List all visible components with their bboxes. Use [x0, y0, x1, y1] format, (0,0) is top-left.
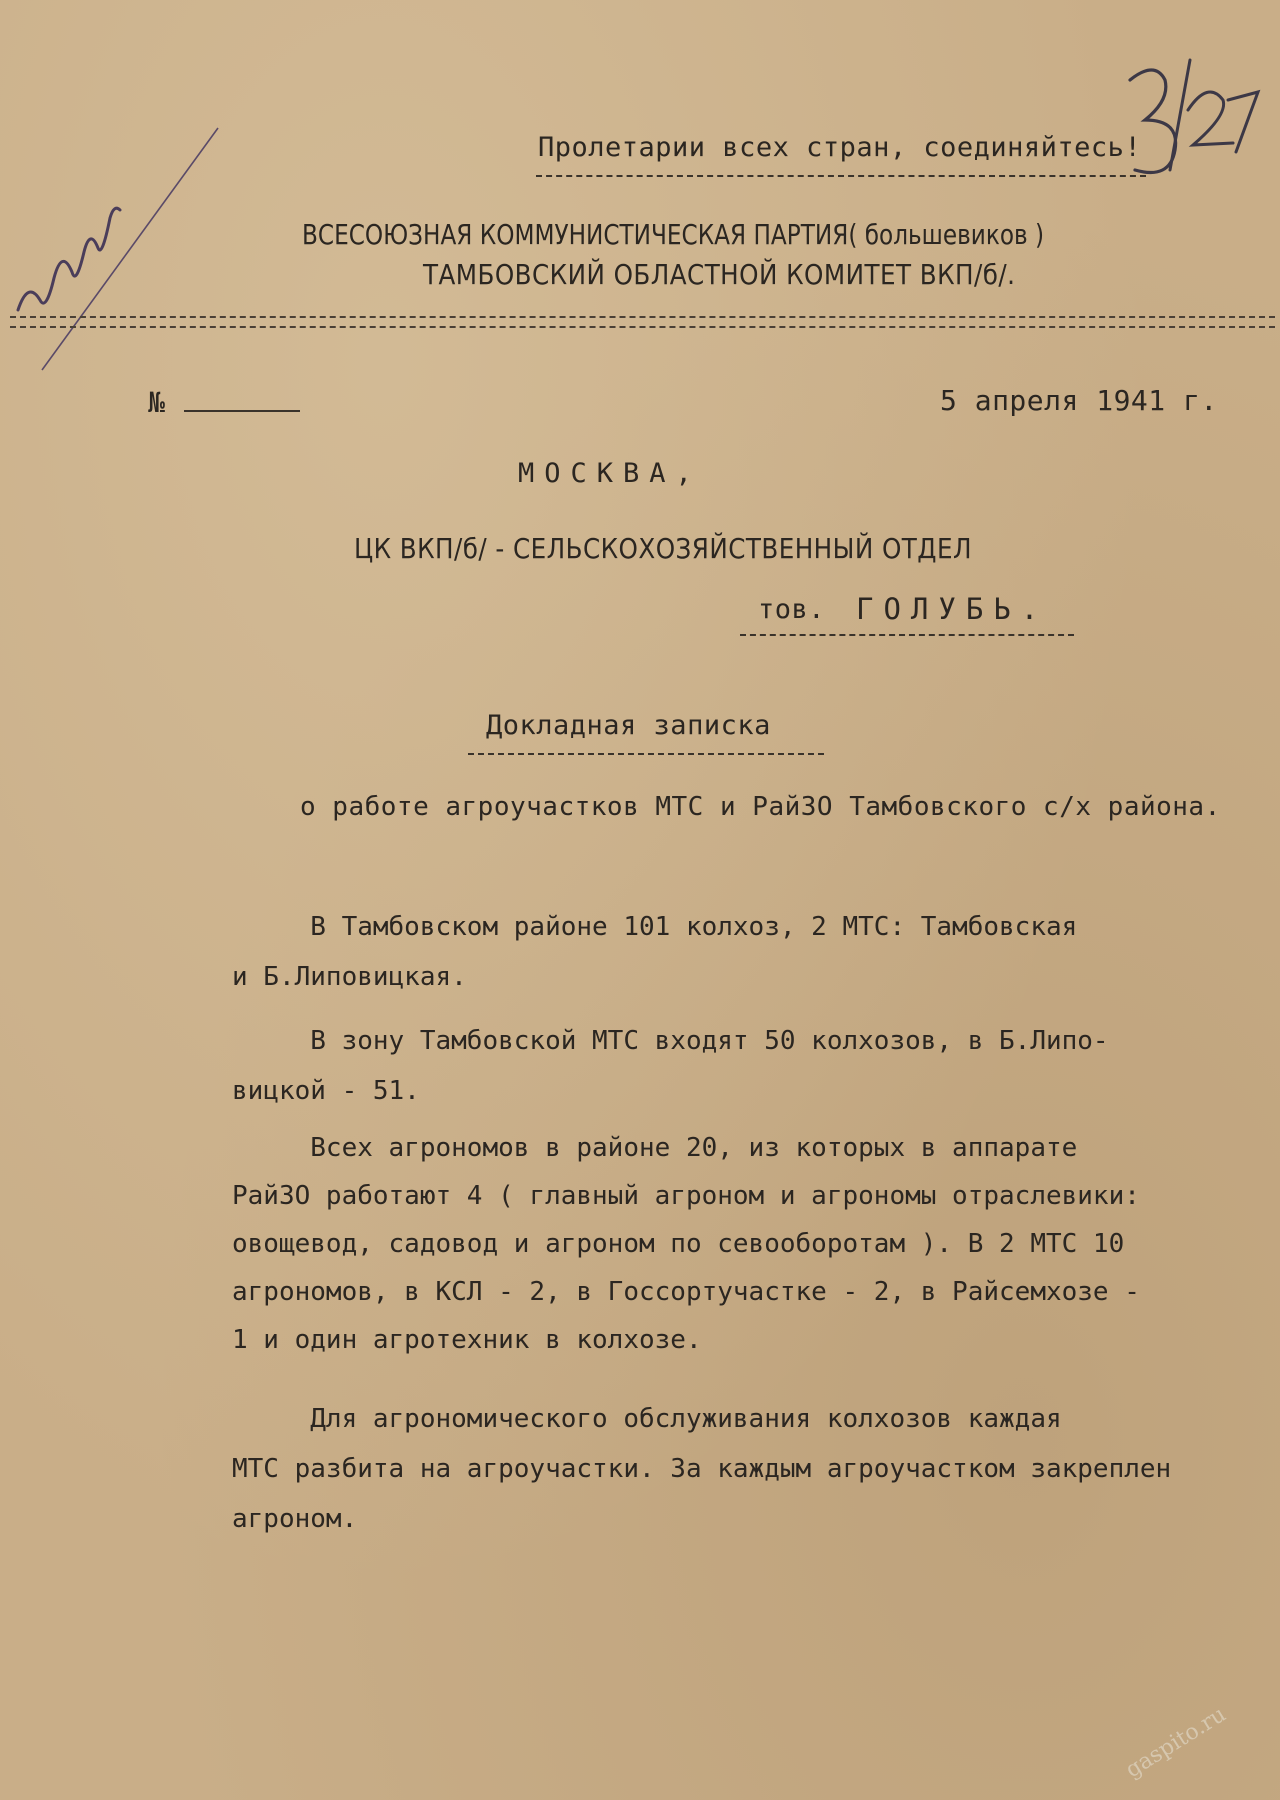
header-separator: [10, 316, 1275, 328]
body-paragraph: Всех агрономов в районе 20, из которых в аппарате РайЗО работают 4 ( главный агроном и агрономы отраслевики: овощевод, садовод и агроном по севооборотам ). В 2 МТС 10 агрономов, в КСЛ - 2, в Госсортучастке - 2, в Райсемхозе - 1 и один агротехник в колхозе.: [232, 1133, 1140, 1355]
corner-handwritten-mark: [1110, 50, 1270, 200]
slogan-text: Пролетарии всех стран, соединяйтесь!: [538, 132, 1142, 163]
body-paragraph: Для агрономического обслуживания колхозов каждая МТС разбита на агроучастки. За каждым агроучастком закреплен агроном.: [232, 1404, 1172, 1534]
memo-title-underline: [468, 753, 824, 755]
body-paragraph: В зону Тамбовской МТС входят 50 колхозов, в Б.Липо- вицкой - 51.: [232, 1026, 1109, 1106]
document-number-blank: [184, 410, 300, 412]
document-number-label: №: [148, 386, 166, 419]
body-paragraph: В Тамбовском районе 101 колхоз, 2 МТС: Тамбовская и Б.Липовицкая.: [232, 912, 1078, 992]
addressee-department: ЦК ВКП/б/ - СЕЛЬСКОХОЗЯЙСТВЕННЫЙ ОТДЕЛ: [354, 532, 972, 565]
addressee-city: МОСКВА,: [518, 458, 702, 489]
party-name-line: ВСЕСОЮЗНАЯ КОММУНИСТИЧЕСКАЯ ПАРТИЯ( большевиков ): [302, 218, 1045, 251]
regional-committee-line: ТАМБОВСКИЙ ОБЛАСТНОЙ КОМИТЕТ ВКП/б/.: [423, 258, 1016, 291]
addressee-name: ГОЛУБЬ.: [856, 592, 1049, 626]
slogan-underline: [536, 175, 1146, 177]
addressee-underline: [740, 634, 1074, 636]
memo-title: Докладная записка: [486, 710, 771, 741]
memo-subject: о работе агроучастков МТС и РайЗО Тамбовского с/х района.: [300, 792, 1221, 822]
watermark: gaspito.ru: [1121, 1702, 1231, 1784]
margin-handwritten-note: [0, 110, 240, 510]
document-date: 5 апреля 1941 г.: [940, 384, 1218, 417]
addressee-title: тов.: [758, 594, 826, 625]
